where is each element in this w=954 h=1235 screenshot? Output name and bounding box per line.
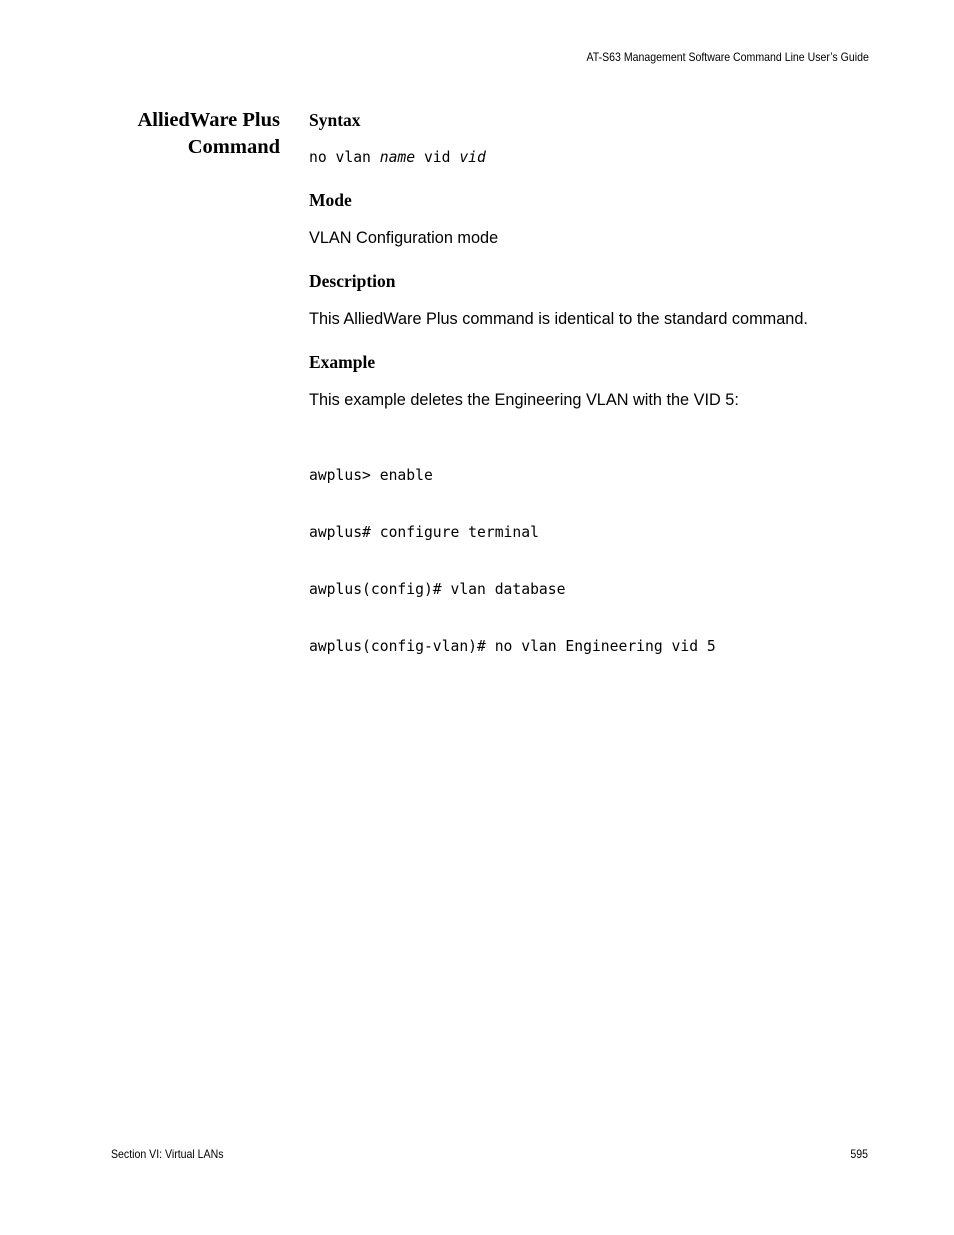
syntax-cmd-part2: vid <box>415 149 460 166</box>
section-heading-line2: Command <box>187 136 280 158</box>
footer-page-number: 595 <box>850 1147 868 1161</box>
description-text: This AlliedWare Plus command is identical to the standard command. <box>309 310 808 328</box>
syntax-command <box>309 149 486 166</box>
code-line: awplus# configure terminal <box>309 524 539 541</box>
example-intro: This example deletes the Engineering VLAN with the VID 5: <box>309 391 739 409</box>
footer-section: Section VI: Virtual LANs <box>111 1147 224 1161</box>
syntax-cmd-part1: no vlan <box>309 149 380 166</box>
example-code-block <box>309 428 716 694</box>
mode-heading: Mode <box>309 190 352 210</box>
code-line: awplus(config-vlan)# no vlan Engineering vid 5 <box>309 638 716 655</box>
mode-text: VLAN Configuration mode <box>309 229 499 247</box>
description-heading: Description <box>309 271 396 291</box>
section-heading-line1: AlliedWare Plus <box>137 109 280 131</box>
section-heading <box>80 107 280 161</box>
syntax-heading: Syntax <box>309 110 361 130</box>
syntax-param-name: name <box>379 149 416 166</box>
code-line: awplus> enable <box>309 467 433 484</box>
running-header: AT-S63 Management Software Command Line User’s Guide <box>586 50 869 64</box>
syntax-param-vid: vid <box>459 149 486 166</box>
example-heading: Example <box>309 352 376 372</box>
code-line: awplus(config)# vlan database <box>309 581 566 598</box>
